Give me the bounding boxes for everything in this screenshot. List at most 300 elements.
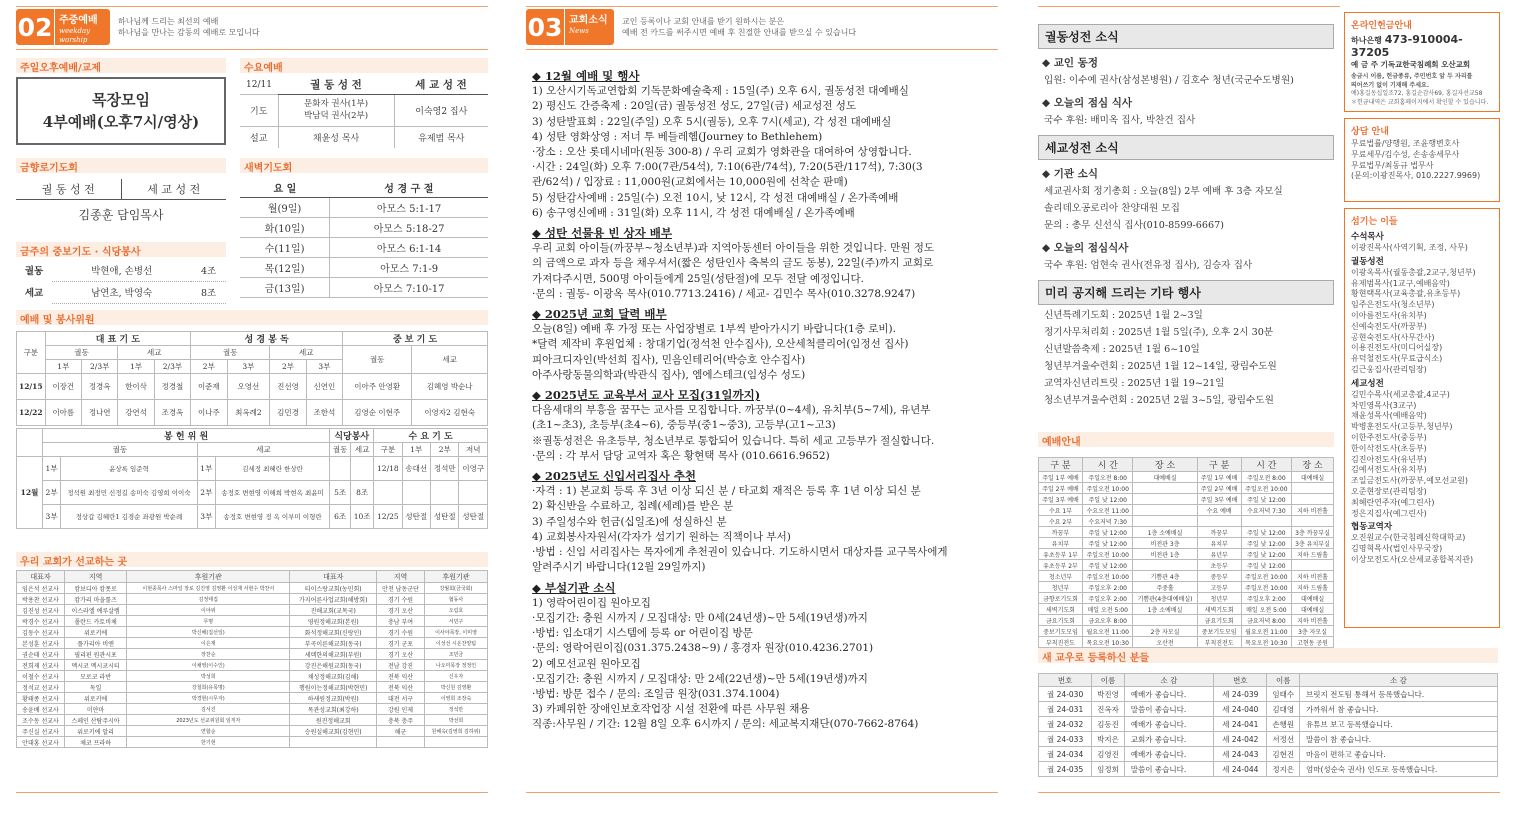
svc-row xyxy=(17,400,488,426)
segyo-lunch-text: 국수 후원: 엄현숙 권사(전유정 집사), 김승자 집사 xyxy=(1044,260,1253,271)
svc-person: 최옥례2 xyxy=(227,400,270,426)
mission-cell: 신우자 xyxy=(425,671,488,682)
worship-cell: 중보기도모임 xyxy=(1039,626,1083,637)
mission-cell: 강진은해원교회(동국) xyxy=(290,660,377,671)
worship-cell: 월요오전 11:00 xyxy=(1241,626,1291,637)
mission-cell: 위로키에 xyxy=(65,627,127,638)
member-news-text: 입원: 이수예 권사(삼성본병원) / 김호수 청년(국군수도병원) xyxy=(1044,75,1294,86)
mission-cell: 모로코 라반 xyxy=(65,671,127,682)
worship-row xyxy=(1039,483,1334,494)
worship-cell: 주일 낮 12:00 xyxy=(1241,527,1291,538)
wp-2: 2부 xyxy=(430,443,458,457)
sidebar xyxy=(1344,12,1500,628)
news-line: 2) 평신도 간증축제 : 20일(금) 궐동성전 성도, 27일(금) 세교성전 성도 xyxy=(532,100,857,113)
staff-list xyxy=(1351,231,1493,566)
wp-gu: 구분 xyxy=(374,443,402,457)
mission-header: 후원기관 xyxy=(127,571,290,583)
new-member-row xyxy=(1039,702,1498,717)
new-member-header: 이름 xyxy=(1267,674,1300,687)
worship-row xyxy=(1039,472,1334,483)
gwoldong-lunch-heading: ◆ 오늘의 점심 식사 xyxy=(1042,97,1133,109)
mission-cell: 김서진 xyxy=(127,704,290,715)
meal-names: 박현애, 손병선 xyxy=(52,259,191,281)
bong-cell: 이영구 xyxy=(459,457,488,481)
meal-row xyxy=(16,259,226,281)
new-member-cell: 마음이 편하고 좋습니다. xyxy=(1299,747,1497,762)
mission-cell: 박경현(시무자) xyxy=(127,693,290,704)
svc-bible-header: 성 경 봉 독 xyxy=(191,332,343,346)
svc-part: 3부 xyxy=(306,360,342,374)
offering-table xyxy=(16,428,488,529)
mission-cell: 안대홍 선교사 xyxy=(17,737,65,748)
section-intro xyxy=(118,16,260,38)
mission-cell: 위로키에 xyxy=(65,693,127,704)
section-header xyxy=(526,8,856,46)
new-member-cell: 궐 24-033 xyxy=(1039,732,1092,747)
worship-cell: 월요오전 11:00 xyxy=(1083,626,1133,637)
worship-cell: 유치부 xyxy=(1197,538,1241,549)
mission-header: 대표자 xyxy=(290,571,377,583)
worship-cell: 비전관 3층 xyxy=(1133,538,1197,549)
worship-header: 시 간 xyxy=(1241,458,1291,472)
staff-member: 유덕철전도사(무료급식소) xyxy=(1351,354,1443,364)
news-line: ·문의: 영락어린이집(031.375.2438~9) / 홍경자 원장(010.4236.2701) xyxy=(532,642,874,655)
dawn-day: 월(9일) xyxy=(240,197,330,217)
svc-person: 이아주 안영환 xyxy=(343,374,412,400)
upcoming-event: 신년발씀축제 : 2025년 1월 6~10일 xyxy=(1044,344,1200,355)
worship-cell xyxy=(1292,494,1334,505)
segyo-org-line-2: 솔리데오공로리아 찬양대원 모집 xyxy=(1044,203,1180,214)
staff-member: 유제범목사(1교구,예배음악) xyxy=(1351,278,1450,288)
worship-cell: 주일 낮 12:00 xyxy=(1241,494,1291,505)
mission-cell: 경기 오산 xyxy=(376,605,424,616)
bong-cell: 12/25 xyxy=(374,505,402,529)
mission-cell: 플가리아 비엔 xyxy=(65,638,127,649)
new-members-heading: 새 교우로 등록하신 분들 xyxy=(1038,648,1498,663)
worship-cell: 기쁨관 4층 xyxy=(1133,571,1197,582)
mission-cell: 세텍한의해교회(부원) xyxy=(290,649,377,660)
mission-cell xyxy=(290,737,377,748)
dawn-row xyxy=(240,217,488,237)
news-line: 4) 교회봉사자원서(각자가 섬기기 원하는 직책이나 부서) xyxy=(532,530,791,543)
mission-cell xyxy=(425,737,488,748)
mission-cell: 박신해(집선일) xyxy=(127,627,290,638)
staff-member: 오준현장로(관리팀장) xyxy=(1351,486,1427,496)
friday-prayer-heading: 금향로기도회 xyxy=(16,158,226,173)
mission-cell: 김정태집 xyxy=(127,594,290,605)
mission-cell: 박용찬 선교사 xyxy=(17,594,65,605)
worship-cell xyxy=(1133,615,1197,626)
counseling-item: 무료법무/최동규 법무사 xyxy=(1351,160,1434,170)
worship-cell: 주일오후 2:00 xyxy=(1083,593,1133,604)
mission-cell: 대전 서구 xyxy=(376,693,424,704)
upcoming-event: 청년부겨울수련회 : 2025년 1월 12~14일, 광림수도원 xyxy=(1044,361,1277,372)
new-member-cell: 교회가 좋습니다. xyxy=(1124,732,1213,747)
header-rule xyxy=(16,49,488,50)
staff-member: 김진아전도사(유년부) xyxy=(1351,454,1427,464)
svc-mid-gw: 궐동 xyxy=(343,346,412,374)
news-line: 알려주시기 바랍니다(12월 29일까지) xyxy=(532,561,706,574)
worship-cell: 지하 비전홀 xyxy=(1292,571,1334,582)
worship-cell: 금요저녁 8:00 xyxy=(1241,615,1291,626)
worship-guide-table xyxy=(1038,457,1334,648)
worship-row xyxy=(1039,582,1334,593)
staff-member: 이광옥목사(궐동총괄,2교구,청년부) xyxy=(1351,267,1476,277)
mission-header: 지역 xyxy=(376,571,424,583)
worship-cell: 주일 1부 예배 xyxy=(1197,472,1241,483)
upcoming-events-heading: 미리 공지해 드리는 기타 행사 xyxy=(1038,280,1334,305)
mission-cell: 김동수 선교사 xyxy=(17,627,65,638)
staff-member: 이아름전도사(유치부) xyxy=(1351,310,1427,320)
worship-cell xyxy=(1133,494,1197,505)
worship-cell: 주일오전 10:00 xyxy=(1083,549,1133,560)
worship-cell: 주일오후 2:00 xyxy=(1241,593,1291,604)
staff-group: 수석목사 xyxy=(1351,232,1384,242)
svc-person: 김영순 이현주 xyxy=(343,400,412,426)
mission-cell: 이사야목장, 이미영 xyxy=(425,627,488,638)
worship-row xyxy=(1039,560,1334,571)
gwoldong-news-heading: 궐동성전 소식 xyxy=(1038,24,1334,49)
new-member-cell: 세 24-043 xyxy=(1214,747,1267,762)
bong-cell: 12/18 xyxy=(374,457,402,481)
new-member-cell: 세 24-041 xyxy=(1214,717,1267,732)
dawn-row xyxy=(240,257,488,277)
svc-person: 이준재 xyxy=(191,374,227,400)
mission-cell: 박성희 xyxy=(127,671,290,682)
section-title-ko: 교회소식 xyxy=(569,15,608,26)
new-member-cell: 박진영 xyxy=(1092,687,1125,702)
staff-member: 김예서전도사(유치부) xyxy=(1351,465,1427,475)
worship-cell: 금요오후 8:00 xyxy=(1083,615,1133,626)
segyo-org-line-1: 세교권사회 정기총회 : 오늘(8일) 2부 예배 후 3층 자모실 xyxy=(1044,186,1283,197)
news-line: 1) 영락어린이집 원아모집 xyxy=(532,596,651,609)
bong-month: 12월 xyxy=(17,457,43,529)
worship-cell xyxy=(1292,560,1334,571)
dawn-day: 목(12일) xyxy=(240,257,330,277)
mission-cell: 스페인 산탐주시아 xyxy=(65,715,127,726)
mission-cell: 충북 충주 xyxy=(376,715,424,726)
new-member-cell: 임태수 xyxy=(1267,687,1300,702)
meal-campus: 세교 xyxy=(24,288,44,299)
worship-cell: 금향로기도회 xyxy=(1039,593,1083,604)
new-member-row xyxy=(1039,747,1498,762)
new-member-row xyxy=(1039,762,1498,777)
bong-cell xyxy=(430,481,458,505)
new-member-cell: 세 24-040 xyxy=(1214,702,1267,717)
worship-cell: 목요오전 10:30 xyxy=(1083,637,1133,648)
new-members-section xyxy=(1038,648,1498,777)
worship-cell: 지하 드림홀 xyxy=(1292,549,1334,560)
staff-member: 최혜란연주자(예그린사) xyxy=(1351,497,1435,507)
new-member-cell: 말씀이 참 좋습니다. xyxy=(1299,732,1497,747)
bong-cell: 8조 xyxy=(351,481,374,505)
sermon-gwoldong: 채윤성 목사 xyxy=(278,126,394,148)
mission-cell: 송윤배 선교사 xyxy=(17,704,65,715)
bong-cell: 송대선 xyxy=(402,457,430,481)
mission-cell: 캄보디아 캄폿로 xyxy=(65,583,127,594)
wednesday-heading: 수요예배 xyxy=(240,58,488,73)
staff-group: 궐동성전 xyxy=(1351,256,1384,267)
svc-person: 조한석 xyxy=(306,400,342,426)
worship-header: 장 소 xyxy=(1133,458,1197,472)
worship-row xyxy=(1039,505,1334,516)
mission-cell: 부곡이른해교회(동국) xyxy=(290,638,377,649)
bong-cell: 10조 xyxy=(351,505,374,529)
worship-cell: 주일오전 8:00 xyxy=(1241,472,1291,483)
dawn-prayer-heading: 새벽기도회 xyxy=(240,158,488,173)
svc-person: 정나연 xyxy=(82,400,118,426)
mission-row xyxy=(17,704,488,715)
dawn-day: 화(10일) xyxy=(240,217,330,237)
mission-cell: 주신실 선교사 xyxy=(17,726,65,737)
news-line: 아주사랑동물의학과(박관식 집사), 엠에스테크(임성수 성도) xyxy=(532,368,806,381)
news-line: 2) 확신반을 수료하고, 침례(세례)를 받은 분 xyxy=(532,500,734,513)
bong-cell xyxy=(402,481,430,505)
mission-heading: 우리 교회가 선교하는 곳 xyxy=(16,552,488,567)
wed-prayer-header: 수 요 기 도 xyxy=(374,429,488,443)
svc-part: 2/3부 xyxy=(154,360,190,374)
holder-line xyxy=(1351,59,1493,70)
worship-cell: 지하 비전홀 xyxy=(1292,615,1334,626)
news-line: ·장소 : 오산 롯데시네마(원동 300-8) / 우리 교회가 영화관을 대여하여 상영합니다. xyxy=(532,146,912,159)
mission-row xyxy=(17,737,488,748)
svc-campus: 세교 xyxy=(118,346,191,360)
worship-cell: 청년부 xyxy=(1197,593,1241,604)
intro-line-1: 교인 등록이나 교회 안내를 받기 원하시는 분은 xyxy=(622,17,785,26)
worship-head-row xyxy=(1039,458,1334,472)
worship-cell: 1층 소예배실 xyxy=(1133,604,1197,615)
friday-segyo: 세 교 성 전 xyxy=(121,179,226,199)
mission-cell: 독일 xyxy=(65,682,127,693)
sunday-afternoon-section xyxy=(16,58,226,145)
counseling-list xyxy=(1351,139,1493,182)
svc-row xyxy=(17,374,488,400)
online-offering-heading: 온라인헌금안내 xyxy=(1351,21,1412,31)
svc-part: 2부 xyxy=(191,360,227,374)
mission-cell: 폴란드 카토비체 xyxy=(65,616,127,627)
dawn-verse: 아모스 5:1-17 xyxy=(330,197,488,217)
new-member-header: 번호 xyxy=(1039,674,1092,687)
news-line: 피아크디자인(박선희 집사), 민음인테리어(박승호 안수집사) xyxy=(532,353,806,366)
meal-header: 식당봉사 xyxy=(330,429,374,443)
news-line: ·방법: 방문 접수 / 문의: 조일금 원장(031.374.1004) xyxy=(532,687,780,700)
svc-person: 이영자2 김현숙 xyxy=(412,400,488,426)
new-member-cell: 김대영 xyxy=(1267,702,1300,717)
worship-cell: 새벽기도회 xyxy=(1039,604,1083,615)
worship-cell: 부칙진전도 xyxy=(1039,637,1083,648)
worship-row xyxy=(1039,604,1334,615)
staff-member: 이용진전도사(미디어실장) xyxy=(1351,343,1443,353)
bong-row xyxy=(17,481,488,505)
staff-member: 신예숙전도사(까꿍부) xyxy=(1351,321,1427,331)
news-line: 5) 성탄감사예배 : 25일(수) 오전 10시, 낮 12시, 각 성전 대예배실 / 온가족예배 xyxy=(532,191,899,204)
mission-cell: 정석만 xyxy=(425,704,488,715)
worship-cell xyxy=(1133,560,1197,571)
worship-cell: 주일오전 10:00 xyxy=(1083,571,1133,582)
news-line: 가져다주시면, 500명 아이들에게 25일(성탄절)에 모두 전달 예정입니다. xyxy=(532,272,865,285)
new-member-cell: 유튜브 보고 등록했습니다. xyxy=(1299,717,1497,732)
dawn-row xyxy=(240,277,488,297)
staff-member: 이광진목사(사역기획, 조정, 사무) xyxy=(1351,243,1468,252)
mission-cell: 권순태 선교사 xyxy=(17,649,65,660)
news-line: 1) 오산시기독교연합회 기독문화예술축제 : 15일(주) 오후 6시, 궐동성전 대예배실 xyxy=(532,85,909,98)
offering-note-3: 예)홍길동십일조72, 홍길순감사69, 홍길자선교58 xyxy=(1351,90,1483,97)
section-title xyxy=(54,9,110,45)
bong-head-2 xyxy=(17,443,488,457)
svc-part: 3부 xyxy=(227,360,270,374)
svc-part: 1부 xyxy=(45,360,81,374)
new-member-cell: 궐 24-030 xyxy=(1039,687,1092,702)
worship-cell: 고등부 xyxy=(1197,582,1241,593)
mission-header: 후원기관 xyxy=(425,571,488,583)
bong-cell: 성탄절 xyxy=(430,505,458,529)
worship-row xyxy=(1039,538,1334,549)
staff-member: 채윤성목사(예배음악) xyxy=(1351,411,1427,421)
worship-cell: 수요오전 11:00 xyxy=(1083,505,1133,516)
mission-row xyxy=(17,726,488,737)
mission-cell: 이스라엘 예루살렘 xyxy=(65,605,127,616)
sunday-afternoon-box xyxy=(16,77,226,145)
mission-cell: 장찬순 xyxy=(127,649,290,660)
upcoming-event: 교역자신년리트릿 : 2025년 1월 19~21일 xyxy=(1044,378,1225,389)
worship-header: 구 분 xyxy=(1039,458,1083,472)
worship-cell: 중등부 xyxy=(1197,571,1241,582)
mission-cell: 강원 인제 xyxy=(376,704,424,715)
news-line: ·모집기간: 충원 시까지 / 모집대상: 만 2세(22년생)~만 5세(19년생)까지 xyxy=(532,672,868,685)
svc-person: 진선영 xyxy=(270,374,306,400)
worship-cell: 매일 오전 5:00 xyxy=(1241,604,1291,615)
staff-member: 김근웅집사(관리팀장) xyxy=(1351,364,1427,374)
svc-person: 김혜영 박순나 xyxy=(412,374,488,400)
mission-cell: 목관성교회(최강하) xyxy=(290,704,377,715)
segyo-heading: 세 교 성 전 xyxy=(394,76,488,94)
new-head-row xyxy=(1039,674,1498,687)
worship-row xyxy=(1039,571,1334,582)
news-line: 오늘(8일) 예배 후 가정 또는 사업장별로 1부씩 받아가시기 바랍니다(1층 로비). xyxy=(532,323,896,336)
staff-member: 정은지집사(예그린사) xyxy=(1351,508,1427,518)
evening-service-label: 4부예배(오후7시/영상) xyxy=(42,113,200,131)
new-member-cell: 엄마(성순숙 권사) 인도로 등록했습니다. xyxy=(1299,762,1497,777)
staff-member: 황현택목사(교육총괄,유초등부) xyxy=(1351,289,1461,299)
worship-cell xyxy=(1133,516,1197,527)
header-rule xyxy=(526,49,998,50)
worship-cell: 주일오전 8:00 xyxy=(1083,472,1133,483)
prayer-2: 박남덕 권사(2부) xyxy=(304,111,369,121)
prayer-label: 기도 xyxy=(240,94,278,126)
offering-note-4: ＊헌금내역은 교회홈페이지에서 확인할 수 있습니다. xyxy=(1351,98,1489,106)
news-line: 4) 성탄 영화상영 : 저너 투 베들레헴(Journey to Bethlehem) xyxy=(532,130,823,143)
mission-cell: 이채영(이수인) xyxy=(127,660,290,671)
new-member-cell: 예배가 좋습니다. xyxy=(1124,717,1213,732)
top-rule xyxy=(1038,6,1340,7)
mission-cell: 경기 군포 xyxy=(376,638,424,649)
worship-cell: 주일 낮 12:00 xyxy=(1083,538,1133,549)
prayer-1: 문화자 권사(1부) xyxy=(304,99,369,109)
new-member-header: 소 감 xyxy=(1299,674,1497,687)
news-heading: ◆ 부설기관 소식 xyxy=(532,580,616,595)
worship-cell: 대예배실 xyxy=(1133,472,1197,483)
meal-gw: 궐동 xyxy=(330,443,351,457)
bottom-rule xyxy=(16,792,488,793)
account-line xyxy=(1351,33,1493,59)
friday-prayer-table xyxy=(16,179,226,229)
mission-cell: 이야위 xyxy=(127,605,290,616)
mission-cell: 전희재 선교사 xyxy=(17,660,65,671)
svc-person: 오영선 xyxy=(227,374,270,400)
worship-row xyxy=(1039,516,1334,527)
worship-cell: 지하 드림홀 xyxy=(1292,582,1334,593)
mission-cell: 해군 xyxy=(376,726,424,737)
mission-cell: 채성정해교회(김해) xyxy=(290,671,377,682)
worship-cell: 주일 낮 12:00 xyxy=(1241,538,1291,549)
news-line: 다음세대의 부흥을 꿈꾸는 교사를 모집합니다. 까꿍부(0~4세), 유치부(5~7세), 유년부 xyxy=(532,404,931,417)
dawn-day: 수(11일) xyxy=(240,237,330,257)
mission-cell: 화석정해교회(신랑인) xyxy=(290,627,377,638)
meal-campus: 궐동 xyxy=(24,266,44,277)
news-heading: ◆ 2025년도 교육부서 교사 모집(31일까지) xyxy=(532,388,761,403)
worship-row xyxy=(1039,615,1334,626)
news-line: *달력 제작비 후원업체 : 창대기업(정석천 안수집사), 오산세척클리어(임정선 집사) xyxy=(532,338,909,351)
section-number: 03 xyxy=(526,9,564,45)
worship-cell: 주일 낮 12:00 xyxy=(1241,560,1291,571)
worship-cell: 고현동 공원 xyxy=(1292,637,1334,648)
meal-service-heading: 금주의 중보기도 · 식당봉사 xyxy=(16,242,226,257)
staff-member: 이한주전도사(중등부) xyxy=(1351,432,1427,442)
bong-gw: 궐동 xyxy=(43,443,198,457)
mission-row xyxy=(17,693,488,704)
upcoming-event: 청소년부겨울수련회 : 2025년 2월 3~5일, 광림수도원 xyxy=(1044,395,1274,406)
upcoming-event: 신년특례기도회 : 2025년 1월 2~3일 xyxy=(1044,310,1203,321)
news-line: 3) 주일성수와 헌금(십일조)에 성실하신 분 xyxy=(532,515,727,528)
offering-note-1: 송금시 이름, 헌금종류, 주민번호 앞 두 자리를 xyxy=(1351,73,1473,80)
mission-row xyxy=(17,605,488,616)
wednesday-table xyxy=(240,76,488,148)
mission-cell: 캄가리 마을룰즈 xyxy=(65,594,127,605)
mission-row xyxy=(17,682,488,693)
worship-cell: 기쁨관(4층대예배실) xyxy=(1133,593,1197,604)
worship-cell: 주일 낮 12:00 xyxy=(1083,560,1133,571)
worship-cell: 금요기도회 xyxy=(1039,615,1083,626)
mission-cell: 강철희(유목명) xyxy=(127,682,290,693)
new-member-cell: 진옥자 xyxy=(1092,702,1125,717)
section-intro xyxy=(622,16,856,38)
campus-news-column xyxy=(1038,24,1334,409)
worship-cell xyxy=(1241,516,1291,527)
worship-header: 시 간 xyxy=(1083,458,1133,472)
mission-header: 대표자 xyxy=(17,571,65,583)
mission-row xyxy=(17,627,488,638)
bottom-rule xyxy=(526,792,998,793)
service-committee-section xyxy=(16,310,488,529)
new-member-header: 이름 xyxy=(1092,674,1125,687)
svc-campus: 궐동 xyxy=(191,346,270,360)
worship-guide-section xyxy=(1038,432,1334,648)
mission-cell: 박선희 xyxy=(425,715,488,726)
dawn-row xyxy=(240,197,488,217)
news-heading: ◆ 12월 예배 및 행사 xyxy=(532,69,640,83)
mission-cell: 임은석 선교사 xyxy=(17,583,65,594)
bong-cell xyxy=(374,481,402,505)
new-member-cell: 김현진 xyxy=(1267,747,1300,762)
svc-person: 이장건 xyxy=(45,374,81,400)
bong-cell: 1부 xyxy=(197,457,215,481)
worship-cell: 3층 유치부실 xyxy=(1292,538,1334,549)
new-member-header: 소 감 xyxy=(1124,674,1213,687)
mission-cell: 티이스랑교회(농민회) xyxy=(290,583,377,594)
mission-cell: 2023년도 선교위원회 임직자 xyxy=(127,715,290,726)
news-line: 의 금액으로 과자 등을 채우셔서(짧은 성탄인사 축복의 글도 동봉), 22일(주)까지 교회로 xyxy=(532,257,934,270)
worship-cell: 목요오전 10:30 xyxy=(1241,637,1291,648)
